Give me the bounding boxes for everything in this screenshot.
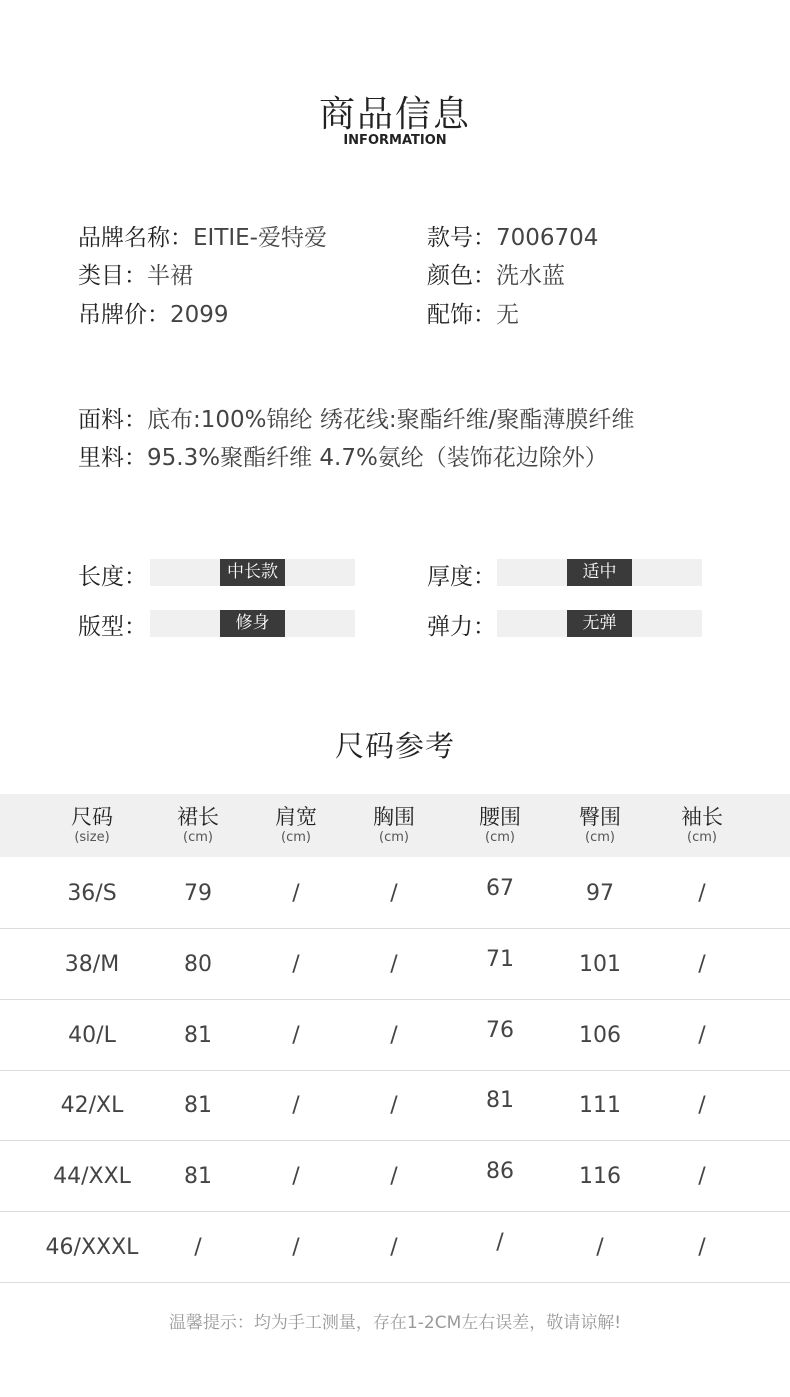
- accessory-value: 无: [496, 302, 519, 328]
- model-row: [427, 219, 598, 257]
- cell-skirt-length: 81: [184, 1164, 212, 1190]
- cell-sleeve: /: [698, 1235, 706, 1260]
- page-title: 商品信息: [318, 94, 471, 135]
- category-value: 半裙: [147, 263, 193, 289]
- cell-size: 36/S: [67, 881, 117, 906]
- cell-hip: 106: [579, 1022, 621, 1048]
- cell-skirt-length: 80: [184, 951, 212, 977]
- color-label: 颜色：: [427, 263, 496, 289]
- stretch-label: 弹力：: [427, 614, 496, 640]
- table-row: [0, 1212, 790, 1283]
- cell-shoulder: /: [292, 1022, 300, 1048]
- thickness-tag: 适中: [567, 559, 632, 586]
- category-label: 类目：: [78, 263, 147, 289]
- cell-shoulder: /: [292, 881, 300, 906]
- cell-sleeve: /: [698, 881, 706, 906]
- cell-bust: /: [390, 1164, 398, 1190]
- page-subtitle: INFORMATION: [343, 133, 447, 148]
- cell-bust: /: [390, 1093, 398, 1119]
- header-hip: 臀围 (cm): [579, 805, 621, 845]
- accessory-label: 配饰：: [427, 302, 496, 328]
- length-label: 长度：: [78, 564, 147, 590]
- accessory-row: [427, 296, 519, 334]
- cell-bust: /: [390, 881, 398, 906]
- header-size: 尺码 (size): [71, 805, 113, 845]
- table-row: [0, 858, 790, 929]
- cell-sleeve: /: [698, 1164, 706, 1190]
- category-row: [78, 257, 193, 295]
- cell-bust: /: [390, 1235, 398, 1260]
- price-row: [78, 296, 229, 334]
- cell-bust: /: [390, 951, 398, 977]
- cell-skirt-length: 81: [184, 1022, 212, 1048]
- header-sleeve: 袖长 (cm): [681, 805, 723, 845]
- footer-note: 温馨提示：均为手工测量，存在1-2CM左右误差，敬请谅解!: [168, 1313, 622, 1333]
- cell-hip: /: [596, 1235, 604, 1260]
- header-skirt-length: 裙长 (cm): [177, 805, 219, 845]
- brand-value: EITIE-爱特爱: [193, 225, 327, 251]
- thickness-label: 厚度：: [427, 564, 496, 590]
- color-value: 洗水蓝: [496, 263, 565, 289]
- price-value: 2099: [170, 302, 229, 328]
- cell-size: 46/XXXL: [45, 1235, 139, 1260]
- size-table-header: [0, 794, 790, 857]
- fit-tag: 修身: [220, 610, 285, 637]
- brand-row: [78, 219, 327, 257]
- model-label: 款号：: [427, 225, 496, 251]
- cell-waist: 71: [486, 946, 514, 972]
- cell-waist: /: [496, 1230, 504, 1255]
- cell-size: 44/XXL: [53, 1164, 131, 1190]
- price-label: 吊牌价：: [78, 302, 170, 328]
- cell-skirt-length: /: [194, 1235, 202, 1260]
- cell-waist: 81: [486, 1088, 514, 1114]
- cell-waist: 86: [486, 1159, 514, 1185]
- cell-hip: 101: [579, 951, 621, 977]
- cell-shoulder: /: [292, 1093, 300, 1119]
- cell-sleeve: /: [698, 1093, 706, 1119]
- fabric-label: 面料：: [78, 407, 147, 433]
- cell-hip: 111: [579, 1093, 621, 1119]
- cell-size: 40/L: [68, 1022, 116, 1048]
- cell-size: 42/XL: [60, 1093, 124, 1119]
- size-chart-title: 尺码参考: [334, 729, 455, 763]
- table-row: [0, 929, 790, 1000]
- cell-waist: 67: [486, 876, 514, 901]
- model-value: 7006704: [496, 225, 599, 251]
- cell-hip: 97: [586, 881, 614, 906]
- cell-shoulder: /: [292, 1164, 300, 1190]
- table-row: [0, 1141, 790, 1212]
- brand-label: 品牌名称：: [78, 225, 193, 251]
- cell-skirt-length: 81: [184, 1093, 212, 1119]
- cell-waist: 76: [486, 1017, 514, 1043]
- table-row: [0, 1070, 790, 1141]
- stretch-tag: 无弹: [567, 610, 632, 637]
- fit-label: 版型：: [78, 614, 147, 640]
- length-tag: 中长款: [220, 559, 285, 586]
- header-shoulder: 肩宽 (cm): [275, 805, 317, 845]
- table-row: [0, 1000, 790, 1071]
- lining-value: 95.3%聚酯纤维 4.7%氨纶（装饰花边除外）: [147, 445, 608, 471]
- cell-shoulder: /: [292, 951, 300, 977]
- cell-skirt-length: 79: [184, 881, 212, 906]
- cell-bust: /: [390, 1022, 398, 1048]
- fabric-row: [78, 401, 634, 434]
- cell-sleeve: /: [698, 951, 706, 977]
- lining-row: [78, 439, 608, 472]
- header-waist: 腰围 (cm): [479, 805, 521, 845]
- cell-shoulder: /: [292, 1235, 300, 1260]
- lining-label: 里料：: [78, 445, 147, 471]
- header-bust: 胸围 (cm): [373, 805, 415, 845]
- color-row: [427, 257, 565, 295]
- cell-hip: 116: [579, 1164, 621, 1190]
- cell-size: 38/M: [64, 951, 120, 977]
- cell-sleeve: /: [698, 1022, 706, 1048]
- fabric-value: 底布:100%锦纶 绣花线:聚酯纤维/聚酯薄膜纤维: [147, 407, 635, 433]
